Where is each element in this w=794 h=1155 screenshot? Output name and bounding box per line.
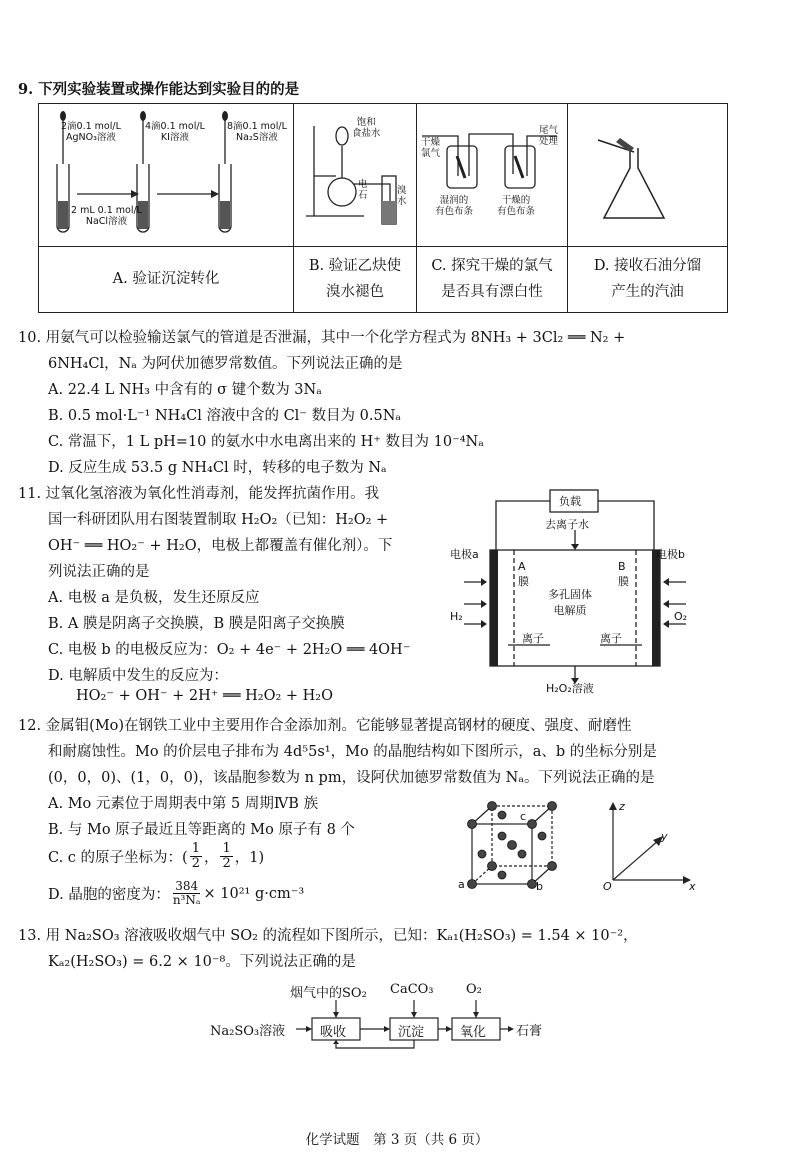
y-axis-label: y [661, 830, 668, 843]
q11-option-b[interactable]: B. A 膜是阴离子交换膜，B 膜是阳离子交换膜 [48, 616, 345, 632]
q11-option-a[interactable]: A. 电极 a 是负极，发生还原反应 [48, 590, 260, 606]
q9-option-d[interactable]: D. 接收石油分馏 产生的汽油 [568, 247, 728, 313]
gypsum-product: 石膏 [516, 1024, 543, 1039]
q9-options-table [38, 103, 728, 313]
q11-option-d[interactable]: D. 电解质中发生的反应为： [48, 668, 228, 684]
q10-stem-2: 6NH₄Cl，Nₐ 为阿伏加德罗常数值。下列说法正确的是 [48, 356, 403, 372]
conical-flask-figure [568, 106, 718, 241]
q9-option-b[interactable]: B. 验证乙炔使 溴水褪色 [294, 247, 417, 313]
reagent-label-1: 2滴0.1 mol/L AgNO₃溶液 [61, 121, 121, 143]
q9-figure-b [294, 104, 417, 247]
electrode-b-label: 电极b [656, 548, 685, 561]
caco3-input: CaCO₃ [390, 982, 434, 997]
q13-stem-2: Kₐ₂(H₂SO₃) = 6.2 × 10⁻⁸。下列说法正确的是 [48, 954, 356, 970]
o2-input: O₂ [466, 982, 482, 997]
ion-label-left: 离子 [522, 632, 544, 645]
ion-label-right: 离子 [600, 632, 622, 645]
q11-stem-4: 列说法正确的是 [48, 564, 150, 580]
q10-stem-1: 10. 用氨气可以检验输送氯气的管道是否泄漏，其中一个化学方程式为 8NH₃ + 3Cl₂ ══ N₂ + [18, 330, 626, 346]
atom-b-label: b [536, 880, 543, 893]
coordinate-axes-figure [595, 800, 705, 895]
dry-cloth-label: 干燥的 有色布条 [497, 195, 536, 217]
q12-stem-1: 12. 金属钼(Mo)在钢铁工业中主要用作合金添加剂。它能够显著提高钢材的硬度、强度、耐磨性 [18, 718, 632, 734]
carbide-label: 电 石 [358, 179, 368, 201]
q9-option-a[interactable]: A. 验证沉淀转化 [39, 247, 294, 313]
membrane-b-label: B 膜 [618, 560, 629, 588]
load-label: 负载 [559, 495, 581, 508]
reagent-label-2: 4滴0.1 mol/L KI溶液 [145, 121, 205, 143]
tail-gas-label: 尾气 处理 [539, 125, 559, 147]
q11-option-d-equation: HO₂⁻ + OH⁻ + 2H⁺ ══ H₂O₂ + H₂O [76, 688, 333, 704]
porous-electrolyte-label: 多孔固体 电解质 [548, 588, 592, 617]
precipitate-step: 沉淀 [398, 1025, 425, 1040]
brine-label: 饱和 食盐水 [352, 117, 381, 139]
q12-option-b[interactable]: B. 与 Mo 原子最近且等距离的 Mo 原子有 8 个 [48, 822, 355, 838]
o2-label: O₂ [674, 610, 688, 623]
oxidize-step: 氧化 [460, 1025, 487, 1040]
q10-option-d[interactable]: D. 反应生成 53.5 g NH₄Cl 时，转移的电子数为 Nₐ [48, 460, 387, 476]
q9-figure-a [39, 104, 294, 247]
h2-label: H₂ [450, 610, 463, 623]
absorb-step: 吸收 [320, 1025, 347, 1040]
x-axis-label: x [689, 880, 696, 893]
deionized-water-label: 去离子水 [545, 518, 589, 531]
electrode-a-label: 电极a [450, 548, 479, 561]
bcc-unit-cell-figure [458, 800, 568, 895]
q12-option-a[interactable]: A. Mo 元素位于周期表中第 5 周期ⅣB 族 [48, 796, 319, 812]
q11-stem-1: 11. 过氧化氢溶液为氧化性消毒剂，能发挥抗菌作用。我 [18, 486, 380, 502]
q12-stem-2: 和耐腐蚀性。Mo 的价层电子排布为 4d⁵5s¹，Mo 的晶胞结构如下图所示，a、b 的坐标分别是 [48, 744, 657, 760]
q10-option-c[interactable]: C. 常温下，1 L pH=10 的氨水中水电离出来的 H⁺ 数目为 10⁻⁴Nₐ [48, 434, 484, 450]
q12-option-c[interactable]: C. c 的原子坐标为：( 1 2 ， 1 2 ，1) [48, 841, 265, 872]
bromine-water-label: 溴 水 [397, 185, 407, 207]
page-footer: 化学试题 第 3 页（共 6 页） [305, 1132, 489, 1148]
origin-label: O [603, 880, 612, 893]
q10-option-a[interactable]: A. 22.4 L NH₃ 中含有的 σ 键个数为 3Nₐ [48, 382, 322, 398]
q9-figure-c [417, 104, 568, 247]
electrolysis-cell-figure [450, 490, 690, 695]
q13-stem-1: 13. 用 Na₂SO₃ 溶液吸收烟气中 SO₂ 的流程如下图所示，已知：Kₐ₁(H₂SO₃) = 1.54 × 10⁻²， [18, 928, 638, 944]
reagent-label-4: 2 mL 0.1 mol/L NaCl溶液 [71, 205, 142, 227]
q9-stem: 9. 下列实验装置或操作能达到实验目的的是 [18, 81, 300, 98]
atom-c-label: c [520, 810, 527, 823]
wet-cloth-label: 湿润的 有色布条 [435, 195, 474, 217]
h2o2-solution-label: H₂O₂溶液 [546, 682, 594, 695]
q11-option-c[interactable]: C. 电极 b 的电极反应为：O₂ + 4e⁻ + 2H₂O ══ 4OH⁻ [48, 642, 411, 658]
q9-option-c[interactable]: C. 探究干燥的氯气 是否具有漂白性 [417, 247, 568, 313]
q11-stem-2: 国一科研团队用右图装置制取 H₂O₂（已知：H₂O₂ + [48, 512, 389, 528]
atom-a-label: a [458, 878, 465, 891]
q11-stem-3: OH⁻ ══ HO₂⁻ + H₂O，电极上都覆盖有催化剂）。下 [48, 538, 393, 554]
flue-gas-input: 烟气中的SO₂ [290, 986, 367, 1001]
flow-chart [210, 980, 570, 1050]
dry-chlorine-label: 干燥 氯气 [421, 137, 441, 159]
membrane-a-label: A 膜 [518, 560, 529, 588]
reagent-label-3: 8滴0.1 mol/L Na₂S溶液 [227, 121, 287, 143]
q12-stem-3: (0，0，0)、(1，0，0)，该晶胞参数为 n pm，设阿伏加德罗常数值为 Nₐ。下列说法正确的是 [48, 770, 655, 786]
na2so3-start: Na₂SO₃溶液 [210, 1024, 286, 1039]
q10-option-b[interactable]: B. 0.5 mol·L⁻¹ NH₄Cl 溶液中含的 Cl⁻ 数目为 0.5Nₐ [48, 408, 402, 424]
q9-figure-d [568, 104, 728, 247]
q12-option-d[interactable]: D. 晶胞的密度为： $\frac{384}{\text{n³Nₐ}}$ × 10²¹ g·cm⁻³ [48, 879, 305, 908]
z-axis-label: z [619, 800, 625, 813]
